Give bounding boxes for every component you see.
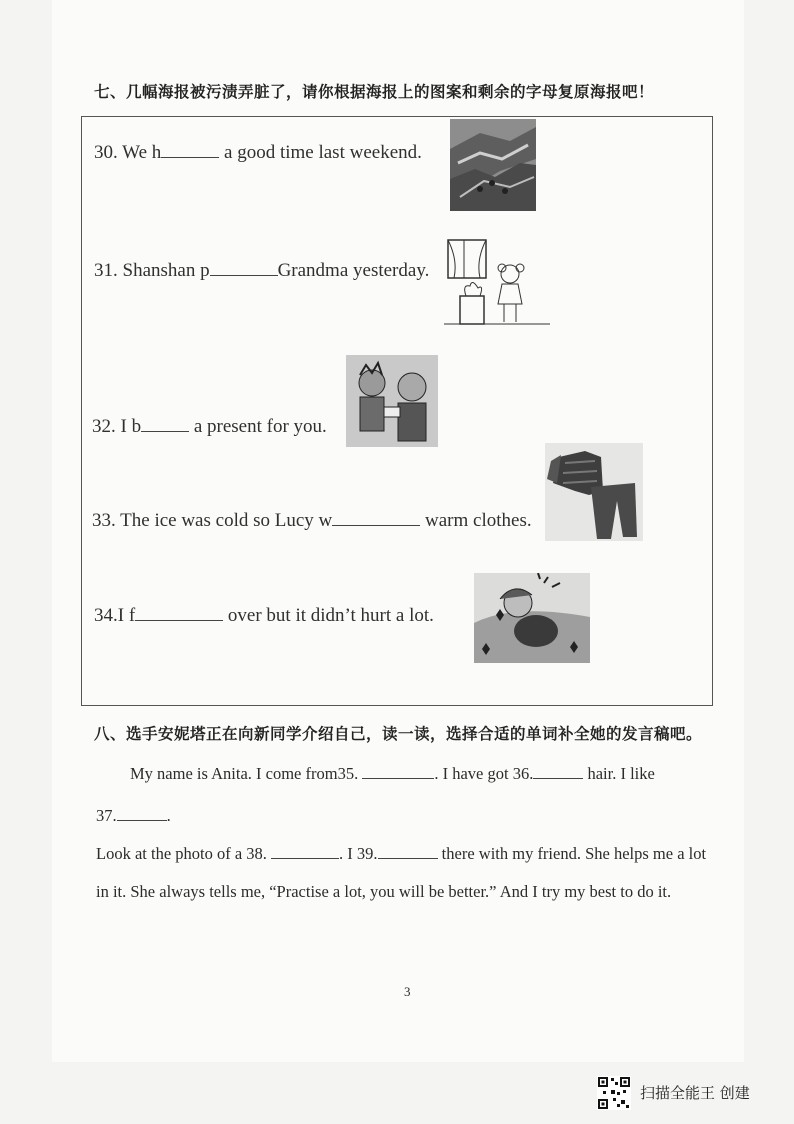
blank-39[interactable] xyxy=(378,844,438,859)
blank-30[interactable] xyxy=(161,143,219,158)
blank-31[interactable] xyxy=(210,261,278,276)
warm-clothes-picture xyxy=(545,443,643,541)
question-34: 34.I f over but it didn’t hurt a lot. xyxy=(94,605,434,626)
blank-35[interactable] xyxy=(362,764,434,779)
section-7-heading: 七、几幅海报被污渍弄脏了，请你根据海报上的图案和剩余的字母复原海报吧！ xyxy=(94,83,655,101)
fall-over-picture xyxy=(474,573,590,663)
blank-36[interactable] xyxy=(533,764,583,779)
blank-37[interactable] xyxy=(117,806,167,821)
page-number: 3 xyxy=(404,984,411,999)
question-31: 31. Shanshan p Grandma yesterday. xyxy=(94,260,430,281)
boys-exchange-gift-picture xyxy=(346,355,438,447)
passage-line-4: in it. She always tells me, “Practise a lot, you will be better.” And I try my best to do it. xyxy=(96,882,672,901)
scanner-watermark: 扫描全能王 创建 xyxy=(640,1084,750,1102)
question-30: 30. We h a good time last weekend. xyxy=(94,142,422,163)
blank-33[interactable] xyxy=(332,511,420,526)
passage-line-1: My name is Anita. I come from35. . I have got 36. hair. I like xyxy=(130,764,655,783)
blank-34[interactable] xyxy=(135,606,223,621)
girl-with-plant-picture xyxy=(444,238,550,330)
question-32: 32. I b a present for you. xyxy=(92,416,327,437)
great-wall-picture xyxy=(450,119,536,211)
section-8-heading: 八、选手安妮塔正在向新同学介绍自己，读一读，选择合适的单词补全她的发言稿吧。 xyxy=(94,725,703,743)
blank-38[interactable] xyxy=(271,844,339,859)
qr-code-icon xyxy=(597,1076,631,1110)
passage-line-2: 37. . xyxy=(96,806,171,825)
blank-32[interactable] xyxy=(141,417,189,432)
passage-line-3: Look at the photo of a 38. . I 39. there with my friend. She helps me a lot xyxy=(96,844,707,863)
question-33: 33. The ice was cold so Lucy w warm clothes. xyxy=(92,510,532,531)
